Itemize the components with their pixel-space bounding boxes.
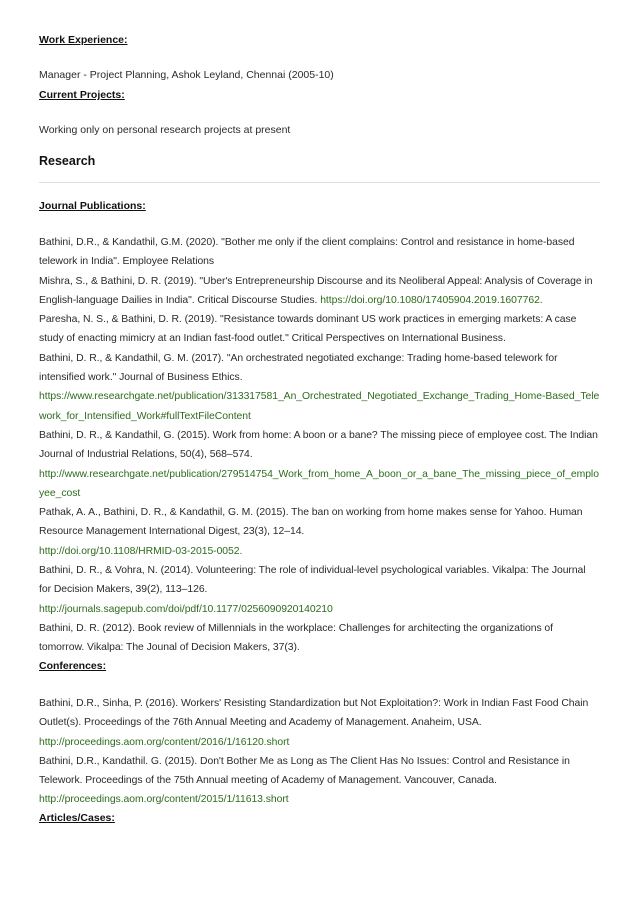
publication-citation: Bathini, D. R., & Vohra, N. (2014). Volunteering: The role of individual-level psychological variables. Vikalpa: The Journal for Decision Makers, 39(2), 113–126. [39, 565, 586, 596]
publication-entry [39, 503, 600, 561]
publication-citation: Bathini, D. R., & Kandathil, G. (2015). Work from home: A boon or a bane? The missing piece of employee cost. The Indian Journal of Industrial Relations, 50(4), 568–574. [39, 429, 598, 461]
publication-citation: Mishra, S., & Bathini, D. R. (2019). "Uber's Entrepreneurship Discourse and its Neoliberal Appeal: Analysis of Coverage in English-language Dailies in India". Critical Discourse Studies. https://doi.org/10.1080/17405904.2019.1607762. [39, 275, 593, 306]
publication-link[interactable]: https://doi.org/10.1080/17405904.2019.1607762. [320, 294, 543, 306]
current-projects-entry: Working only on personal research projects at present [39, 124, 291, 136]
conference-citation: Bathini, D.R., Kandathil. G. (2015). Don't Bother Me as Long as The Client Has No Issues: Control and Resistance in Telework. Proceedings of the 75th Annual meeting of Academy of Management. Vancouver, Canada. [39, 755, 570, 787]
publication-entry [39, 349, 600, 426]
section-divider [39, 182, 600, 183]
publication-link[interactable]: http://journals.sagepub.com/doi/pdf/10.1177/0256090920140210 [39, 603, 333, 615]
publication-citation: Bathini, D.R., & Kandathil, G.M. (2020). "Bother me only if the client complains: Control and resistance in home-based telework in India". Employee Relations [39, 237, 575, 268]
publication-citation: Bathini, D. R., & Kandathil, G. M. (2017). "An orchestrated negotiated exchange: Trading home-based telework for intensified work." Journal of Business Ethics. [39, 352, 558, 384]
publication-entry [39, 272, 600, 311]
research-heading: Research [39, 154, 96, 168]
work-experience-heading: Work Experience: [39, 34, 128, 46]
publication-link[interactable]: http://doi.org/10.1108/HRMID-03-2015-0052. [39, 545, 243, 557]
journal-publications-heading: Journal Publications: [39, 200, 146, 212]
publication-link[interactable]: http://www.researchgate.net/publication/279514754_Work_from_home_A_boon_or_a_bane_The_missing_piece_of_employee_cost [39, 468, 599, 499]
publication-link[interactable]: https://www.researchgate.net/publication/313317581_An_Orchestrated_Negotiated_Exchange_Trading_Home-Based_Telework_for_Intensified_Work#fullTextFileContent [39, 391, 600, 422]
articles-cases-heading: Articles/Cases: [39, 812, 115, 824]
publication-entry [39, 561, 600, 619]
publication-entry [39, 426, 600, 503]
publication-citation: Pathak, A. A., Bathini, D. R., & Kandathil, G. M. (2015). The ban on working from home makes sense for Yahoo. Human Resource Management International Digest, 23(3), 12–14. [39, 507, 583, 538]
conference-link[interactable]: http://proceedings.aom.org/content/2016/1/16120.short [39, 736, 290, 748]
conference-citation: Bathini, D.R., Sinha, P. (2016). Workers' Resisting Standardization but Not Exploitation?: Work in Indian Fast Food Chain Outlet(s). Proceedings of the 76th Annual Meeting and Academy of Management. Anaheim, USA. [39, 698, 589, 729]
publication-citation: Bathini, D. R. (2012). Book review of Millennials in the workplace: Challenges for architecting the organizations of tomorrow. Vikalpa: The Jounal of Decision Makers, 37(3). [39, 622, 553, 654]
publication-entry [39, 619, 600, 658]
publication-citation: Paresha, N. S., & Bathini, D. R. (2019). "Resistance towards dominant US work practices in emerging markets: A case study of enacting mimicry at an Indian fast-food outlet." Critical Perspectives on International Business. [39, 314, 577, 345]
conferences-list [39, 694, 600, 810]
conference-link[interactable]: http://proceedings.aom.org/content/2015/1/11613.short [39, 794, 289, 806]
publication-entry [39, 310, 600, 349]
conferences-heading: Conferences: [39, 660, 107, 672]
journal-publications-list [39, 233, 600, 658]
conference-entry [39, 694, 600, 752]
work-experience-entry: Manager - Project Planning, Ashok Leyland, Chennai (2005-10) [39, 69, 334, 81]
conference-entry [39, 752, 600, 810]
publication-entry [39, 233, 600, 272]
current-projects-heading: Current Projects: [39, 89, 125, 101]
